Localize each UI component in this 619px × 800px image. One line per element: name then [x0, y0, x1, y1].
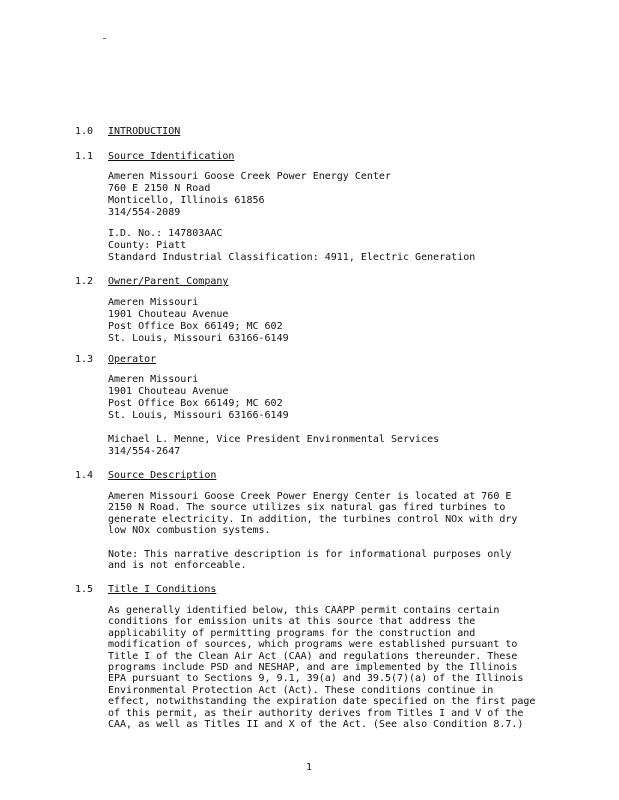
text-line: 2150 N Road. The source utilizes six natural gas fired turbines to	[108, 502, 506, 514]
note-paragraph	[108, 549, 523, 572]
owner-address	[108, 297, 523, 345]
section-title: Source Description	[108, 470, 217, 481]
address-line: St. Louis, Missouri 63166-6149	[108, 333, 289, 344]
text-line: generate electricity. In addition, the turbines control NOx with dry	[108, 513, 518, 525]
address-line: Ameren Missouri	[108, 374, 199, 385]
address-line: 1901 Chouteau Avenue	[108, 386, 229, 397]
contact-name: Michael L. Menne, Vice President Environmental Services	[108, 434, 440, 445]
section-title: Source Identification	[108, 151, 235, 162]
text-line: applicability of permitting programs for the construction and	[108, 627, 476, 639]
address-line: Post Office Box 66149; MC 602	[108, 321, 283, 332]
id-number: I.D. No.: 147803AAC	[108, 228, 223, 239]
page-number: 1	[306, 762, 313, 773]
conditions-paragraph	[108, 605, 536, 730]
section-title: Owner/Parent Company	[108, 276, 229, 287]
text-line: Environmental Protection Act (Act). These conditions continue in	[108, 684, 494, 696]
sic-code: Standard Industrial Classification: 4911, Electric Generation	[108, 252, 476, 263]
text-line: effect, notwithstanding the expiration date specified on the first page	[108, 696, 536, 708]
text-line: conditions for emission units at this source that address the	[108, 616, 476, 628]
section-number: 1.3	[75, 354, 94, 365]
text-line: Title I of the Clean Air Act (CAA) and regulations thereunder. These	[108, 650, 518, 662]
address-line: Post Office Box 66149; MC 602	[108, 398, 283, 409]
section-number: 1.4	[75, 470, 94, 481]
operator-address	[108, 374, 523, 422]
source-address	[108, 171, 523, 219]
section-number: 1.1	[75, 151, 94, 162]
text-line: CAA, as well as Titles II and X of the Act. (See also Condition 8.7.)	[108, 718, 524, 730]
address-line: Ameren Missouri Goose Creek Power Energy Center	[108, 171, 391, 182]
section-number: 1.2	[75, 276, 94, 287]
source-ids	[108, 228, 523, 264]
text-line: EPA pursuant to Sections 9, 9.1, 39(a) and 39.5(7)(a) of the Illinois	[108, 673, 524, 685]
address-line: 760 E 2150 N Road	[108, 183, 211, 194]
address-line: 1901 Chouteau Avenue	[108, 309, 229, 320]
section-title: Operator	[108, 354, 157, 365]
text-line: programs include PSD and NESHAP, and are implemented by the Illinois	[108, 661, 518, 673]
address-line: Ameren Missouri	[108, 297, 199, 308]
contact-phone: 314/554-2647	[108, 446, 181, 457]
text-line: of this permit, as their authority derives from Titles I and V of the	[108, 707, 524, 719]
operator-contact	[108, 434, 523, 458]
section-title: INTRODUCTION	[108, 126, 181, 137]
address-line: Monticello, Illinois 61856	[108, 195, 265, 206]
county: County: Piatt	[108, 240, 187, 251]
scan-speck	[103, 38, 106, 39]
section-number: 1.5	[75, 584, 94, 595]
text-line: low NOx combustion systems.	[108, 525, 271, 537]
section-title: Title I Conditions	[108, 584, 217, 595]
text-line: Ameren Missouri Goose Creek Power Energy Center is located at 760 E	[108, 491, 512, 502]
address-line: St. Louis, Missouri 63166-6149	[108, 410, 289, 421]
text-line: modification of sources, which programs were established pursuant to	[108, 639, 518, 651]
section-number: 1.0	[75, 126, 94, 137]
phone-line: 314/554-2089	[108, 207, 181, 218]
description-paragraph	[108, 491, 523, 537]
text-line: As generally identified below, this CAAPP permit contains certain	[108, 605, 500, 616]
text-line: Note: This narrative description is for informational purposes only	[108, 549, 512, 560]
text-line: and is not enforceable.	[108, 560, 247, 572]
